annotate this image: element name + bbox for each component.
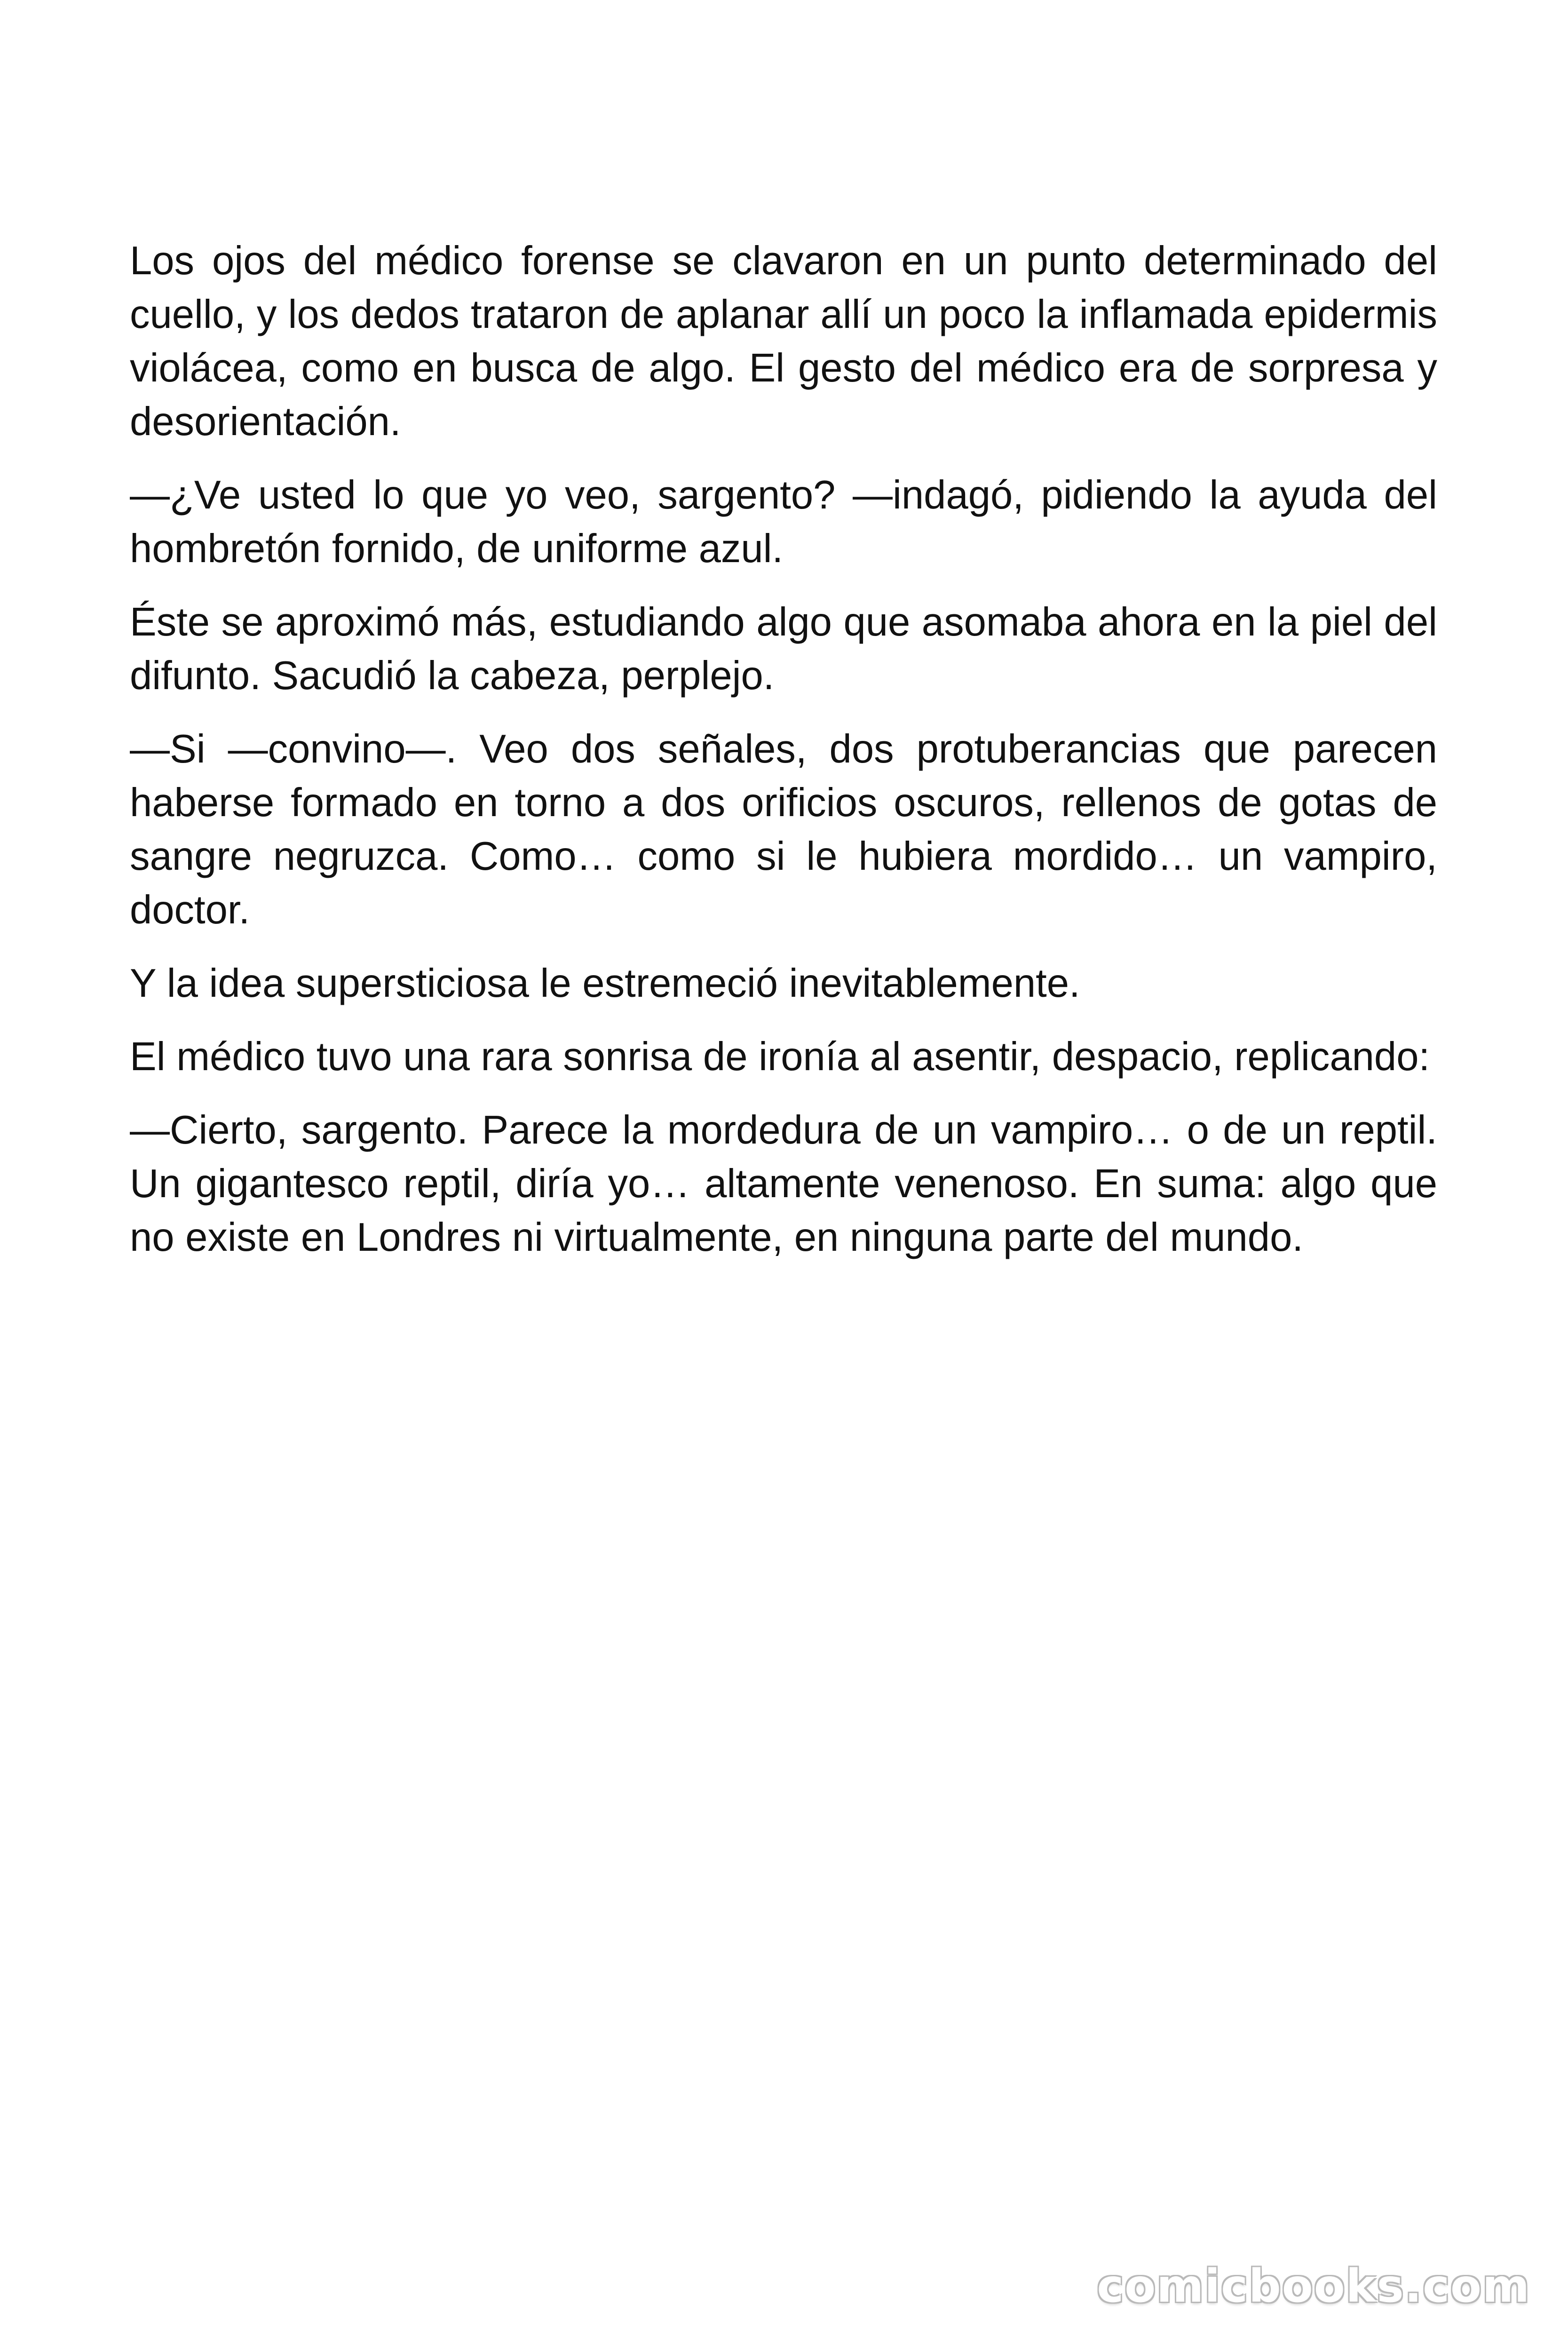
paragraph-2: —¿Ve usted lo que yo veo, sargento? —indagó, pidiendo la ayuda del hombretón fornido, de uniforme azul.: [130, 473, 1437, 571]
watermark: comicbooks.com: [1097, 2260, 1530, 2312]
paragraph-5: Y la idea supersticiosa le estremeció inevitablemente.: [130, 961, 1080, 1006]
paragraph-6: El médico tuvo una rara sonrisa de ironía al asentir, despacio, replicando:: [130, 1034, 1430, 1079]
paragraph-7: —Cierto, sargento. Parece la mordedura de un vampiro… o de un reptil. Un gigantesco reptil, diría yo… altamente venenoso. En suma: algo que no existe en Londres ni virtualmente, en ninguna parte del mundo.: [130, 1108, 1437, 1260]
paragraph-1: Los ojos del médico forense se clavaron en un punto determinado del cuello, y los dedos trataron de aplanar allí un poco la inflamada epidermis violácea, como en busca de algo. El gesto del médico era de sorpresa y desorientación.: [130, 238, 1437, 444]
paragraph-4: —Si —convino—. Veo dos señales, dos protuberancias que parecen haberse formado en torno a dos orificios oscuros, rellenos de gotas de sangre negruzca. Como… como si le hubiera mordido… un vampiro, doctor.: [130, 727, 1437, 932]
paragraph-3: Éste se aproximó más, estudiando algo que asomaba ahora en la piel del difunto. Sacudió la cabeza, perplejo.: [130, 600, 1437, 698]
body-text: [130, 234, 1437, 1284]
